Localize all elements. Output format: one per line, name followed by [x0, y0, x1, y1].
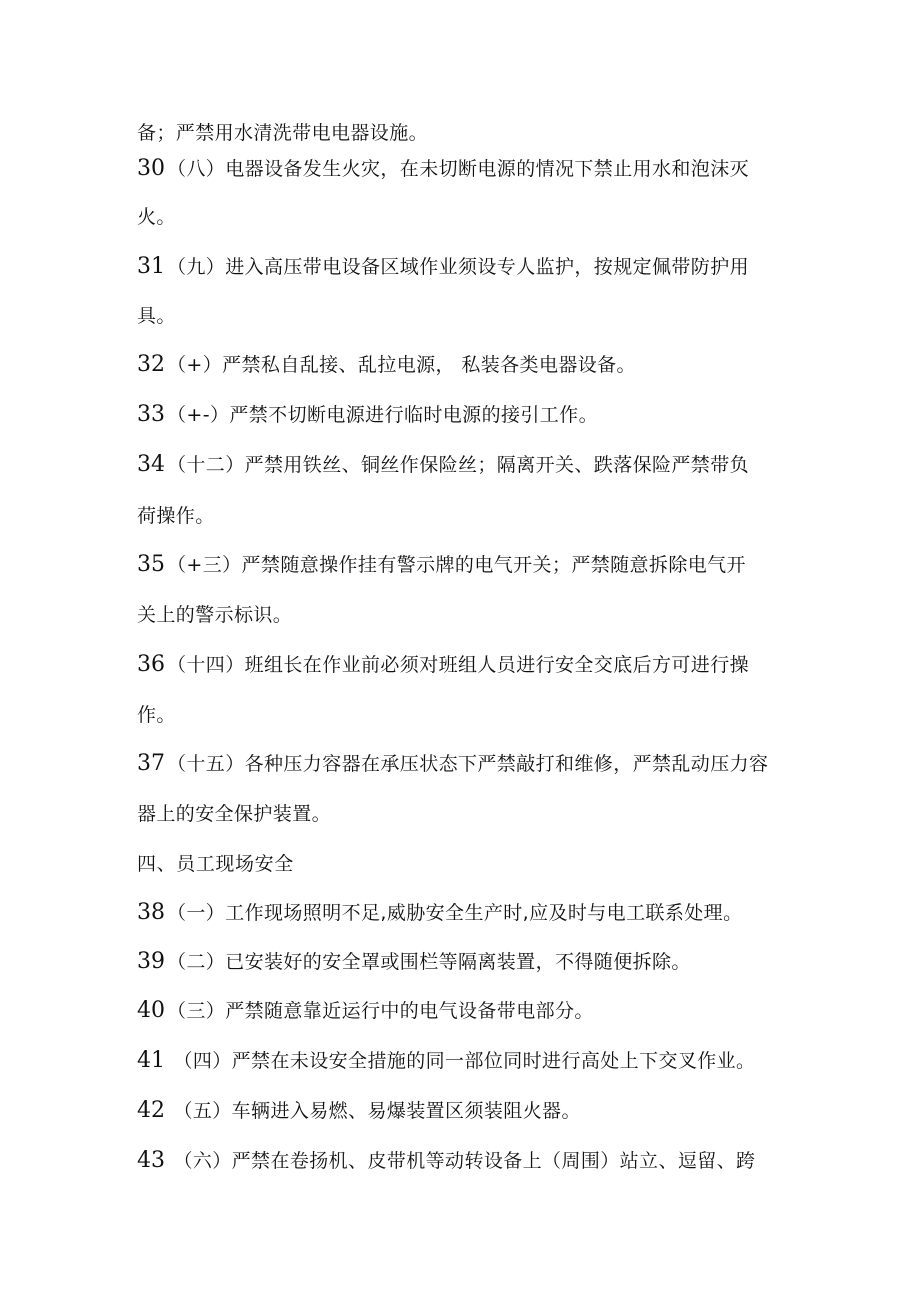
- item-number: 37: [137, 751, 165, 776]
- line-text: （+-）严禁不切断电源进行临时电源的接引工作。: [167, 404, 598, 426]
- text-line: [137, 402, 797, 428]
- text-line: [137, 602, 797, 628]
- line-text: 器上的安全保护装置。: [137, 803, 332, 825]
- line-text: （+三）严禁随意操作挂有警示牌的电气开关；严禁随意拆除电气开: [167, 554, 746, 576]
- line-text: （一）工作现场照明不足,威胁安全生产时,应及时与电工联系处理。: [167, 902, 743, 924]
- line-text: 火。: [137, 206, 176, 228]
- text-line: [137, 801, 797, 827]
- line-text: （八）电器设备发生火灾，在未切断电源的情况下禁止用水和泡沫灭: [167, 158, 750, 180]
- text-line: [137, 452, 797, 478]
- section-heading: [137, 851, 797, 877]
- text-line: [137, 1048, 797, 1074]
- text-line: [137, 998, 797, 1024]
- item-number: 43: [137, 1148, 165, 1173]
- text-line: [137, 156, 797, 182]
- heading-text: 四、员工现场安全: [137, 853, 294, 875]
- text-line: [137, 204, 797, 230]
- line-text: （+）严禁私自乱接、乱拉电源， 私装各类电器设备。: [167, 354, 636, 376]
- item-number: 40: [137, 998, 165, 1023]
- item-number: 33: [137, 402, 165, 427]
- item-number: 36: [137, 652, 165, 677]
- line-text: 荷操作。: [137, 505, 215, 527]
- text-line: [137, 1148, 797, 1174]
- item-number: 39: [137, 949, 165, 974]
- text-line: [137, 751, 797, 777]
- item-number: 34: [137, 452, 165, 477]
- line-text: （二）已安装好的安全罩或围栏等隔离装置，不得随便拆除。: [167, 951, 691, 973]
- text-line: [137, 949, 797, 975]
- line-text: （五）车辆进入易燃、易爆装置区须装阻火器。: [167, 1100, 581, 1122]
- item-number: 31: [137, 254, 165, 279]
- text-line: [137, 702, 797, 728]
- line-text: （十五）各种压力容器在承压状态下严禁敲打和维修，严禁乱动压力容: [167, 753, 769, 775]
- item-number: 35: [137, 552, 165, 577]
- text-line: [137, 1098, 797, 1124]
- text-line: [137, 254, 797, 280]
- line-text: 具。: [137, 305, 176, 327]
- item-number: 38: [137, 900, 165, 925]
- line-text: （十四）班组长在作业前必须对班组人员进行安全交底后方可进行操: [167, 654, 750, 676]
- item-number: 30: [137, 156, 165, 181]
- line-text: （九）进入高压带电设备区域作业须设专人监护，按规定佩带防护用: [167, 256, 750, 278]
- line-text: 作。: [137, 704, 176, 726]
- item-number: 42: [137, 1098, 165, 1123]
- line-text: 备；严禁用水清洗带电电器设施。: [137, 122, 429, 144]
- text-line: [137, 120, 797, 146]
- item-number: 41: [137, 1048, 165, 1073]
- text-line: [137, 552, 797, 578]
- text-line: [137, 303, 797, 329]
- item-number: 32: [137, 352, 165, 377]
- text-line: [137, 900, 797, 926]
- line-text: （三）严禁随意靠近运行中的电气设备带电部分。: [167, 1000, 594, 1022]
- line-text: 关上的警示标识。: [137, 604, 293, 626]
- text-line: [137, 652, 797, 678]
- line-text: （十二）严禁用铁丝、铜丝作保险丝；隔离开关、跌落保险严禁带负: [167, 454, 750, 476]
- text-line: [137, 352, 797, 378]
- text-line: [137, 503, 797, 529]
- line-text: （四）严禁在未设安全措施的同一部位同时进行高处上下交叉作业。: [167, 1050, 756, 1072]
- line-text: （六）严禁在卷扬机、皮带机等动转设备上（周围）站立、逗留、跨: [167, 1150, 756, 1172]
